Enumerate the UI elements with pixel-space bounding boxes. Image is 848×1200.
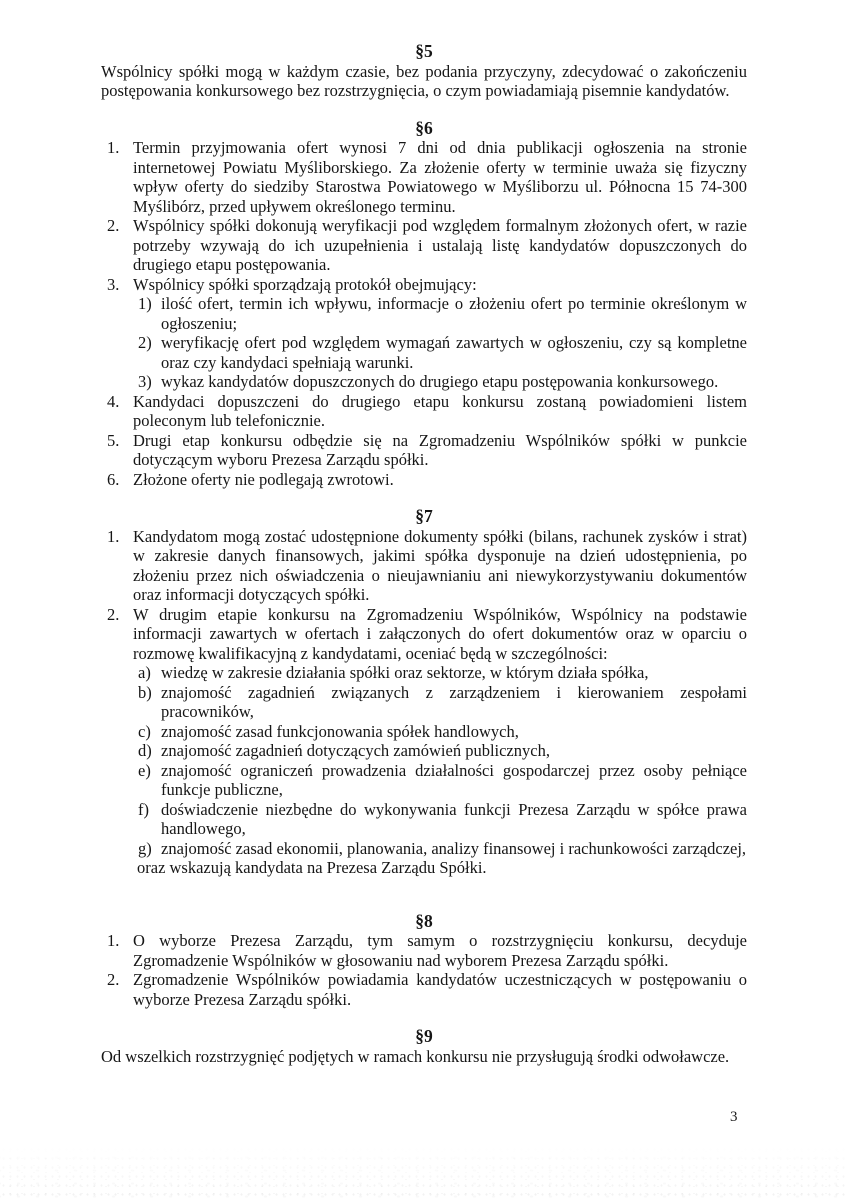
list-item-text: Kandydatom mogą zostać udostępnione dokumenty spółki (bilans, rachunek zysków i strat) w zakresie danych finansowych, jakimi spółka dysponuje na dzień udostępnienia, po złożeniu przez nich oświadczenia o nieujawnianiu ani niewykorzystywaniu dokumentów oraz informacji dotyczących spółki.: [133, 526, 747, 604]
paragraph: Wspólnicy spółki mogą w każdym czasie, bez podania przyczyny, zdecydować o zakończeniu postępowania konkursowego bez rozstrzygnięcia, o czym powiadamiają pisemnie kandydatów.: [101, 61, 747, 100]
section-par7: [101, 507, 747, 878]
list-item: [107, 392, 747, 431]
list-marker: 1.: [107, 931, 120, 950]
sublist-item-text: weryfikację ofert pod względem wymagań zawartych w ogłoszeniu, czy są kompletne oraz czy kandydaci spełniają warunki.: [161, 333, 747, 372]
list-item-text: Wspólnicy spółki sporządzają protokół obejmujący:: [133, 274, 477, 294]
page-number: 3: [730, 1109, 738, 1125]
sublist-item: [138, 663, 747, 683]
sublist-item-text: wykaz kandydatów dopuszczonych do drugiego etapu postępowania konkursowego.: [161, 372, 719, 391]
list-item-text: Złożone oferty nie podlegają zwrotowi.: [133, 469, 394, 489]
list-item-text: O wyborze Prezesa Zarządu, tym samym o rozstrzygnięciu konkursu, decyduje Zgromadzenie Wspólników w głosowaniu nad wyborem Prezesa Zarządu spółki.: [133, 931, 747, 970]
list-item-text: W drugim etapie konkursu na Zgromadzeniu Wspólników, Wspólnicy na podstawie informacji zawartych w ofertach i załączonych do ofert dokumentów oraz w oparciu o rozmowę kwalifikacyjną z kandydatami, oceniać będą w szczególności:: [133, 604, 747, 663]
sublist-marker: g): [138, 838, 152, 858]
section-par9: [101, 1027, 747, 1066]
trailing-paragraph: oraz wskazują kandydata na Prezesa Zarządu Spółki.: [137, 858, 487, 877]
sublist-marker: a): [138, 663, 151, 682]
list-marker: 2.: [107, 604, 120, 624]
paragraph: Od wszelkich rozstrzygnięć podjętych w ramach konkursu nie przysługują środki odwoławcze.: [101, 1046, 730, 1066]
sublist-item-text: znajomość zasad ekonomii, planowania, analizy finansowej i rachunkowości zarządczej,: [161, 838, 747, 858]
sublist-item: [138, 333, 747, 372]
list-item: [107, 138, 747, 216]
sublist-marker: e): [138, 760, 151, 780]
list-item-text: Drugi etap konkursu odbędzie się na Zgromadzeniu Wspólników spółki w punkcie dotyczącym wyboru Prezesa Zarządu spółki.: [133, 430, 747, 469]
sublist-item: [138, 722, 747, 742]
sublist-item: [138, 294, 747, 333]
list-item-text: Termin przyjmowania ofert wynosi 7 dni od dnia publikacji ogłoszenia na stronie internetowej Powiatu Myśliborskiego. Za złożenie oferty w terminie uważa się fizyczny wpływ oferty do siedziby Starostwa Powiatowego w Myśliborzu ul. Północna 15 74-300 Myślibórz, przed upływem określonego terminu.: [133, 138, 747, 216]
list-marker: 5.: [107, 430, 120, 450]
sublist-item: [138, 839, 747, 859]
section-heading: §5: [415, 41, 433, 61]
section-heading: §8: [415, 910, 433, 931]
sublist-marker: 1): [138, 294, 152, 313]
sublist-item: [138, 741, 747, 761]
list-item: [107, 216, 747, 275]
scanner-noise-artifact: [0, 1145, 848, 1200]
list-item: [107, 970, 747, 1009]
sublist-item-text: ilość ofert, termin ich wpływu, informacje o złożeniu ofert po terminie określonym w ogłoszeniu;: [161, 294, 747, 333]
list-marker: 4.: [107, 391, 120, 411]
sublist-item-text: znajomość ograniczeń prowadzenia działalności gospodarczej przez osoby pełniące funkcje publiczne,: [161, 760, 747, 799]
sublist-marker: f): [138, 799, 149, 819]
list-item: [107, 931, 747, 970]
sublist-item: [138, 683, 747, 722]
list-item-text: Wspólnicy spółki dokonują weryfikacji pod względem formalnym złożonych ofert, w razie potrzeby wzywają do ich uzupełnienia i ustalają listę kandydatów dopuszczonych do drugiego etapu postępowania.: [133, 216, 747, 274]
list-item-text: Kandydaci dopuszczeni do drugiego etapu konkursu zostaną powiadomieni listem poleconym lub telefonicznie.: [133, 391, 747, 430]
sublist-marker: 2): [138, 333, 152, 352]
list-marker: 2.: [107, 970, 120, 989]
sublist-item-text: wiedzę w zakresie działania spółki oraz sektorze, w którym działa spółka,: [161, 663, 649, 682]
list-marker: 6.: [107, 469, 120, 489]
section-heading: §7: [415, 506, 433, 526]
list-item: [107, 605, 747, 859]
sublist-item: [138, 800, 747, 839]
section-heading: §9: [415, 1026, 433, 1046]
list-item: [107, 431, 747, 470]
sublist-item-text: znajomość zagadnień związanych z zarządzeniem i kierowaniem zespołami pracowników,: [161, 682, 747, 721]
list-marker: 3.: [107, 274, 120, 294]
section-par8: [101, 912, 747, 1010]
list-marker: 2.: [107, 216, 120, 235]
sublist-item: [138, 761, 747, 800]
sublist-marker: 3): [138, 372, 152, 391]
document-text-block: [101, 42, 747, 1066]
sublist-item-text: doświadczenie niezbędne do wykonywania funkcji Prezesa Zarządu w spółce prawa handlowego,: [161, 799, 747, 838]
sublist-item-text: znajomość zagadnień dotyczących zamówień publicznych,: [161, 741, 550, 760]
section-par5: [101, 42, 747, 101]
sublist-marker: b): [138, 682, 152, 702]
section-par6: [101, 119, 747, 490]
list-marker: 1.: [107, 526, 120, 546]
sublist-marker: c): [138, 721, 151, 741]
list-item: [107, 470, 747, 490]
sublist-item-text: znajomość zasad funkcjonowania spółek handlowych,: [161, 721, 519, 741]
list-item-text: Zgromadzenie Wspólników powiadamia kandydatów uczestniczących w postępowaniu o wyborze Prezesa Zarządu spółki.: [133, 970, 747, 1009]
list-marker: 1.: [107, 138, 120, 157]
list-item: [107, 275, 747, 392]
sublist-marker: d): [138, 741, 152, 760]
list-item: [107, 527, 747, 605]
sublist-item: [138, 372, 747, 392]
section-heading: §6: [415, 117, 433, 138]
